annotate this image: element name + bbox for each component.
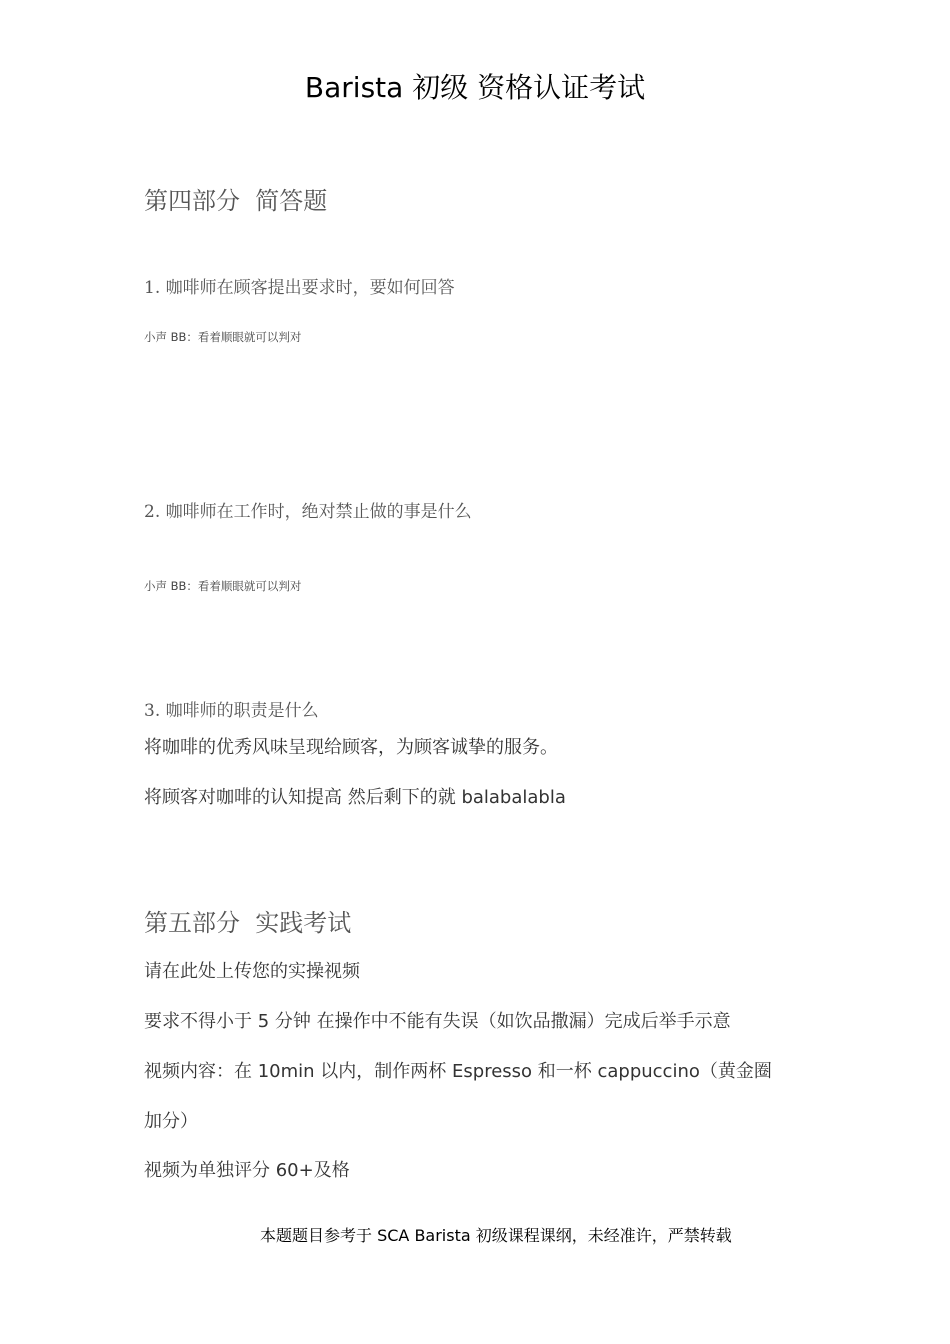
- section-heading-part4: 第四部分 简答题: [144, 187, 328, 215]
- question-3: 3. 咖啡师的职责是什么: [144, 701, 319, 721]
- page-title: Barista 初级 资格认证考试: [304, 71, 646, 104]
- question-3-answer-line: 将咖啡的优秀风味呈现给顾客，为顾客诚挚的服务。: [144, 737, 558, 758]
- section-heading-part5: 第五部分 实践考试: [144, 909, 352, 937]
- question-1-note: 小声 BB：看着顺眼就可以判对: [144, 330, 302, 344]
- practice-line: 请在此处上传您的实操视频: [144, 961, 360, 982]
- practice-line: 加分）: [144, 1111, 198, 1132]
- question-3-answer-line: 将顾客对咖啡的认知提高 然后剩下的就 balabalabla: [144, 787, 566, 808]
- practice-line: 视频内容：在 10min 以内，制作两杯 Espresso 和一杯 cappuccino（黄金圈: [144, 1061, 772, 1082]
- practice-line: 视频为单独评分 60+及格: [144, 1160, 350, 1181]
- question-1: 1. 咖啡师在顾客提出要求时，要如何回答: [144, 278, 455, 298]
- practice-line: 要求不得小于 5 分钟 在操作中不能有失误（如饮品撒漏）完成后举手示意: [144, 1011, 731, 1032]
- question-2: 2. 咖啡师在工作时，绝对禁止做的事是什么: [144, 502, 472, 522]
- footer-note: 本题题目参考于 SCA Barista 初级课程课纲，未经准许，严禁转载: [260, 1226, 732, 1245]
- question-2-note: 小声 BB：看着顺眼就可以判对: [144, 579, 302, 593]
